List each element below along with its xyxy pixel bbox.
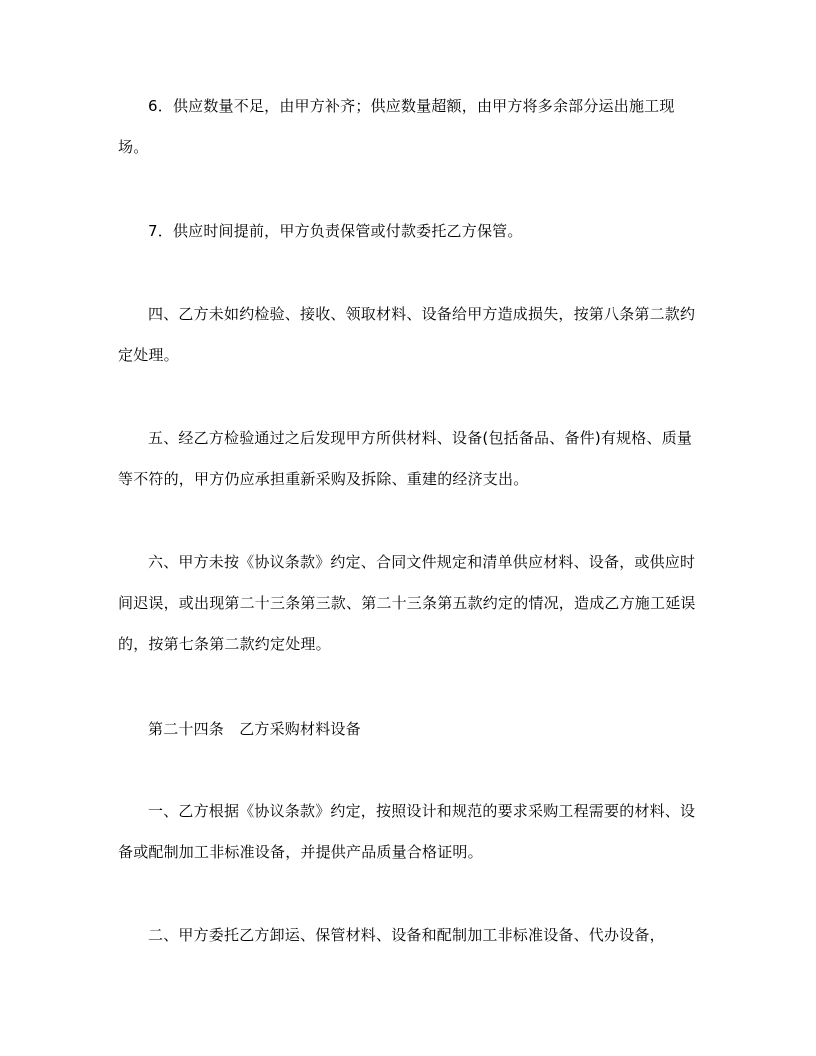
paragraph-supply-quantity: 6．供应数量不足，由甲方补齐；供应数量超额，由甲方将多余部分运出施工现场。 — [118, 97, 675, 156]
paragraph-clause-five: 五、经乙方检验通过之后发现甲方所供材料、设备(包括备品、备件)有规格、质量等不符的，甲方仍应承担重新采购及拆除、重建的经济支出。 — [118, 429, 693, 488]
paragraph-clause-four: 四、乙方未如约检验、接收、领取材料、设备给甲方造成损失，按第八条第二款约定处理。 — [118, 305, 696, 364]
paragraph-supply-time-early: 7．供应时间提前，甲方负责保管或付款委托乙方保管。 — [148, 222, 523, 240]
paragraph-article24-clause-two: 二、甲方委托乙方卸运、保管材料、设备和配制加工非标准设备、代办设备， — [148, 926, 665, 944]
paragraph-article24-clause-one: 一、乙方根据《协议条款》约定，按照设计和规范的要求采购工程需要的材料、设备或配制加工非标准设备，并提供产品质量合格证明。 — [118, 802, 696, 861]
article-heading-24: 第二十四条 乙方采购材料设备 — [148, 720, 361, 738]
paragraph-clause-six: 六、甲方未按《协议条款》约定、合同文件规定和清单供应材料、设备，或供应时间迟误，或出现第二十三条第三款、第二十三条第五款约定的情况，造成乙方施工延误的，按第七条第二款约定处理。 — [118, 553, 696, 653]
